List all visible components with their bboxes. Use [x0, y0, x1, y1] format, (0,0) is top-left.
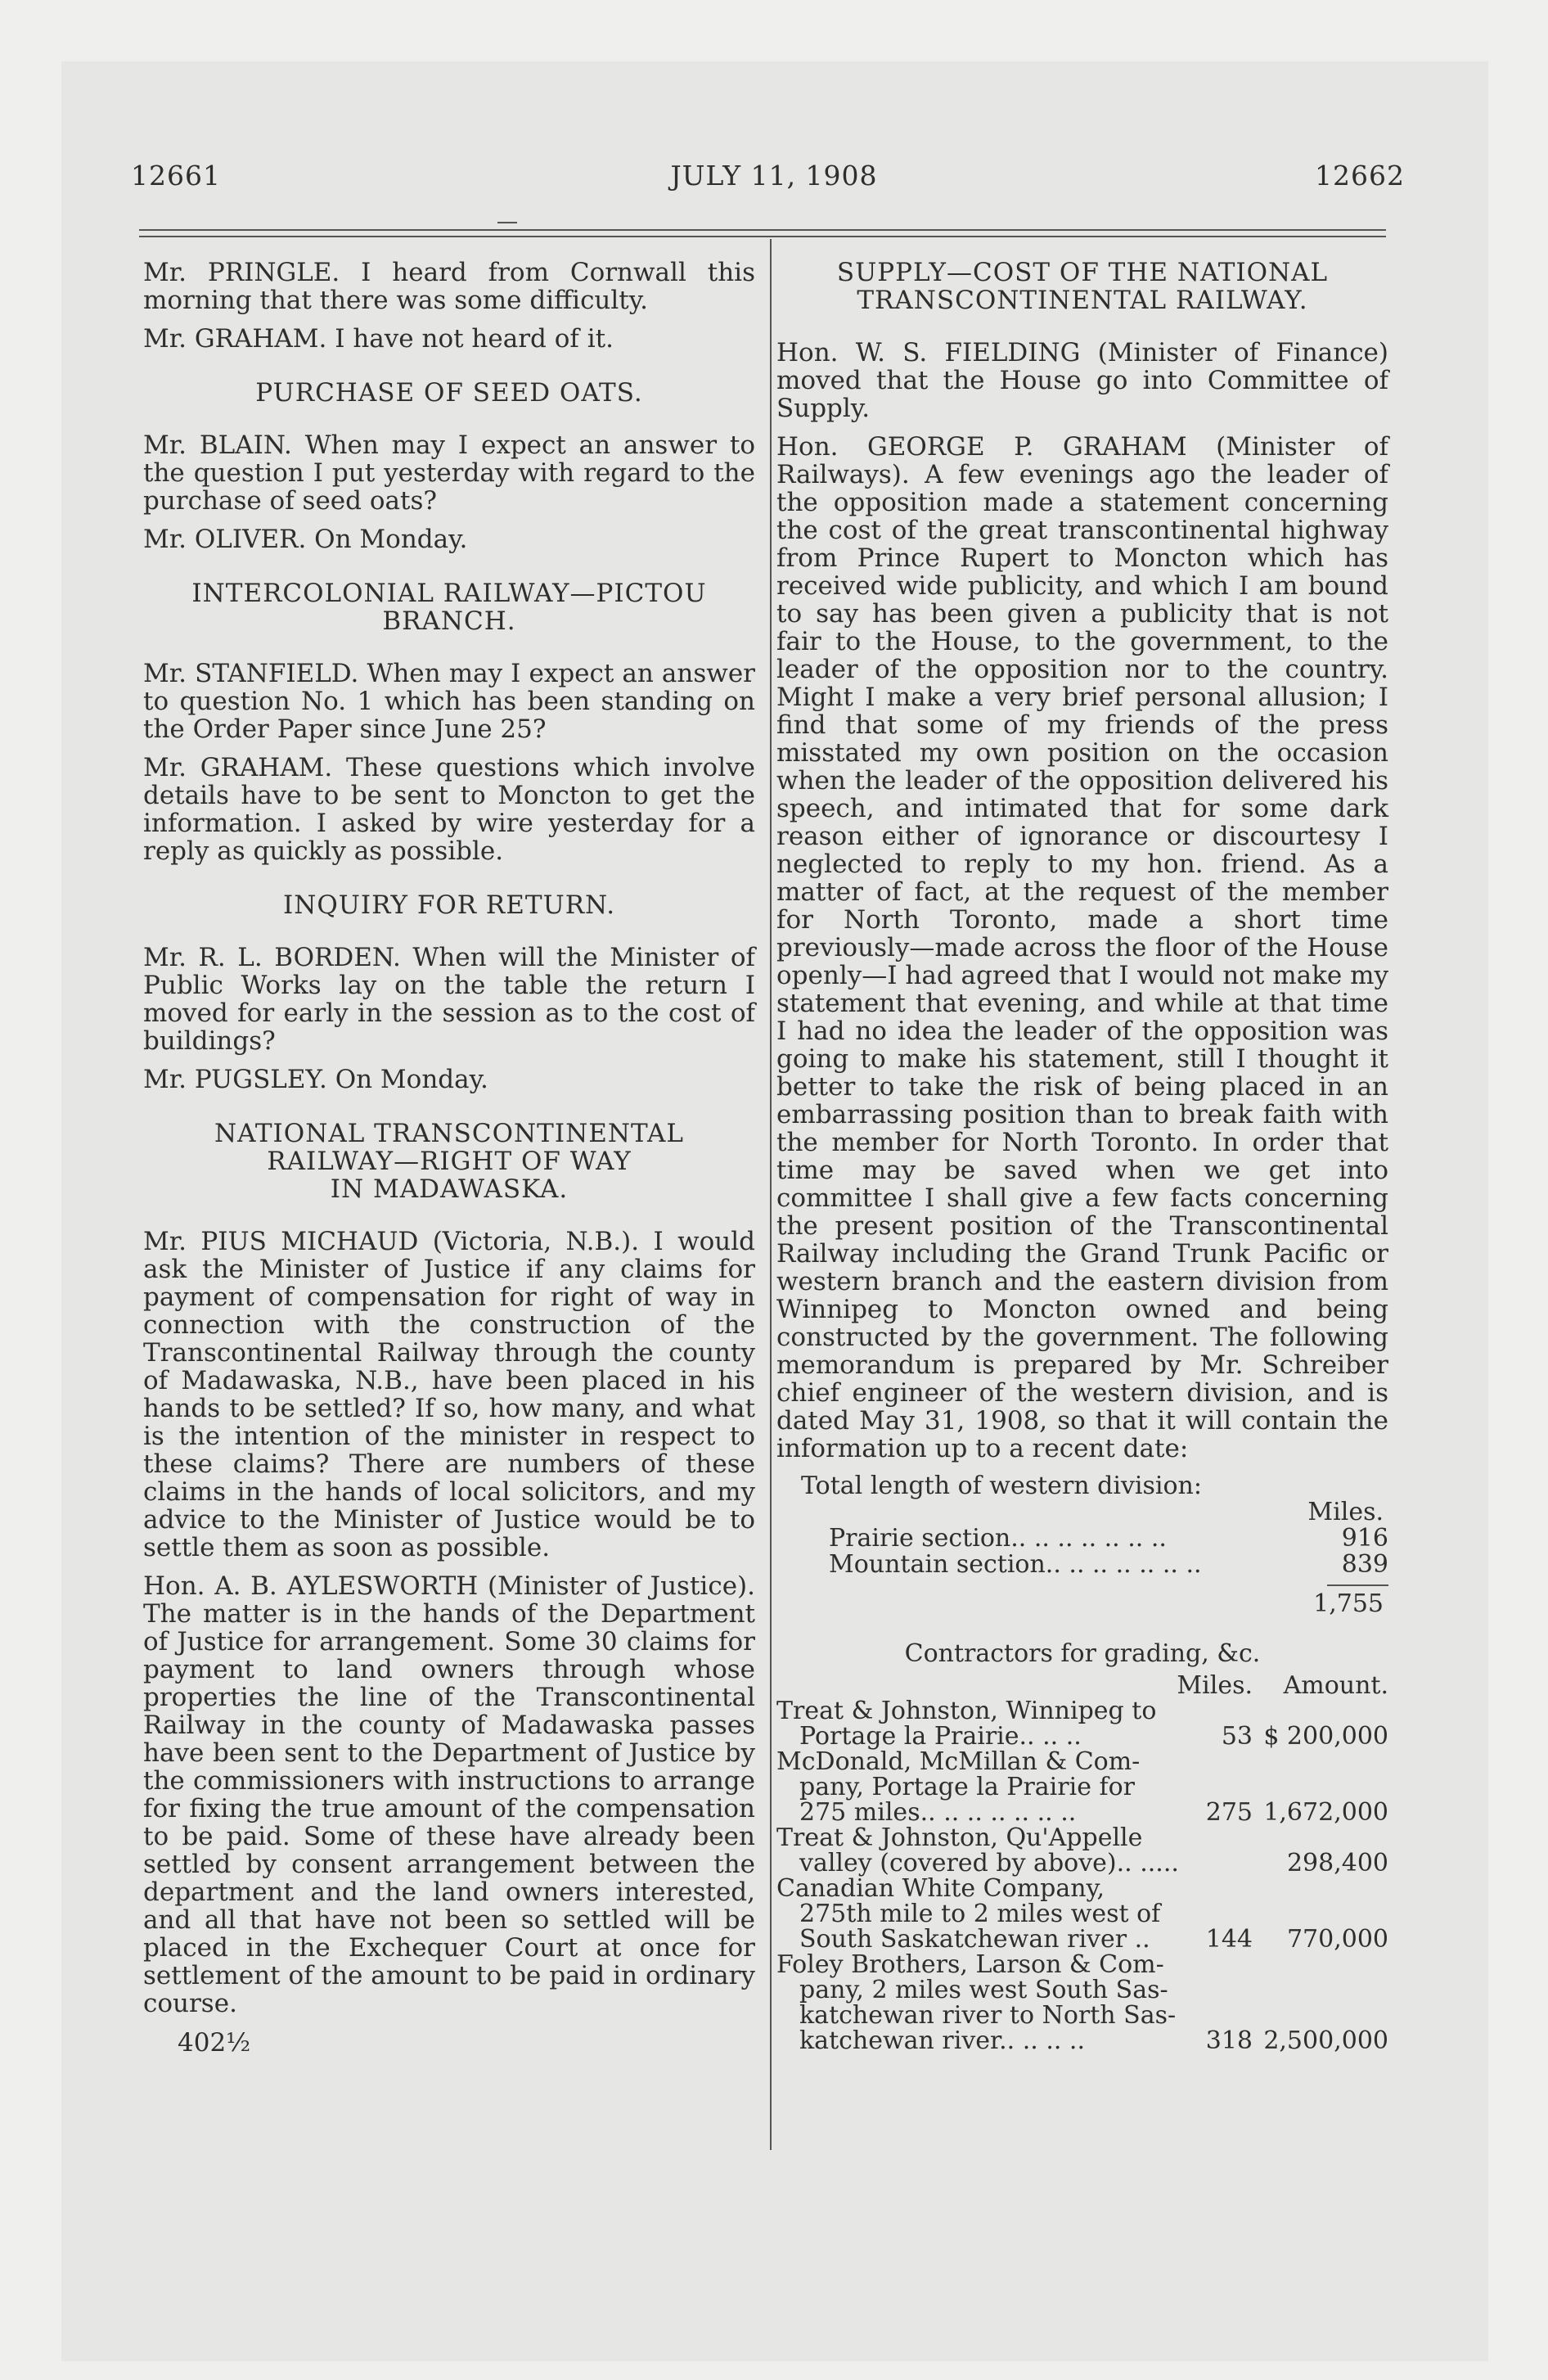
paragraph-aylesworth: Hon. A. B. AYLESWORTH (Minister of Justice). The matter is in the hands of the Department of Justice for arrangement. Some 30 claims for payment to land owners through whose properties the line of the Transcontinental Railway in the county of Madawaska passes have been sent to the Department of Justice by the commissioners with instructions to arrange for fixing the true amount of the compensation to be paid. Some of these have already been settled by consent arrangement between the department and the land owners interested, and all that have not been so settled will be placed in the Exchequer Court at once for settlement of the amount to be paid in ordinary course.	[143, 1571, 755, 2018]
western-division-length-table	[776, 1473, 1388, 1617]
table-unit-header: Miles.	[1307, 1498, 1384, 1526]
row-amount: 770,000	[1286, 1925, 1388, 1954]
row-amount: 298,400	[1286, 1849, 1388, 1877]
column-divider	[770, 239, 772, 2150]
heading-madawaska-line1: NATIONAL TRANSCONTINENTAL	[214, 1119, 684, 1148]
row-miles: 53	[1221, 1722, 1253, 1751]
row-value: 839	[1341, 1550, 1388, 1579]
row-line: 275th mile to 2 miles west of	[799, 1900, 1161, 1928]
paragraph-fielding: Hon. W. S. FIELDING (Minister of Finance) moved that the House go into Committee of Supply.	[776, 338, 1388, 423]
row-amount: 2,500,000	[1263, 2026, 1388, 2055]
row-miles: 318	[1205, 2026, 1253, 2055]
row-line: pany, Portage la Prairie for	[799, 1773, 1136, 1801]
heading-madawaska	[143, 1120, 755, 1203]
row-line: katchewan river to North Sas-	[799, 2001, 1177, 2030]
table-header	[776, 1673, 1388, 1698]
heading-inquiry: INQUIRY FOR RETURN.	[282, 890, 616, 920]
contractors-title: Contractors for grading, &c.	[904, 1639, 1261, 1668]
paragraph-oliver: Mr. OLIVER. On Monday.	[143, 525, 468, 554]
paragraph-graham-2: Mr. GRAHAM. These questions which involve details have to be sent to Moncton to get the information. I asked by wire yesterday for a reply as quickly as possible.	[143, 753, 755, 866]
row-line: 275 miles.. .. .. .. .. .. ..	[799, 1798, 1077, 1827]
row-line: valley (covered by above).. .....	[799, 1849, 1179, 1877]
right-column	[776, 259, 1388, 2053]
table-row	[776, 1526, 1388, 1552]
heading-supply-line2: TRANSCONTINENTAL RAILWAY.	[857, 286, 1308, 315]
paragraph-stanfield: Mr. STANFIELD. When may I expect an answer to question No. 1 which has been standing on the Order Paper since June 25?	[143, 659, 755, 744]
signature-mark: 402½	[178, 2028, 251, 2058]
paragraph-pringle: Mr. PRINGLE. I heard from Cornwall this morning that there was some difficulty.	[143, 258, 755, 315]
row-label: Prairie section.. .. .. .. .. .. ..	[829, 1524, 1167, 1553]
table-title: Total length of western division:	[801, 1472, 1202, 1500]
paragraph-graham-statement: Hon. GEORGE P. GRAHAM (Minister of Railways). A few evenings ago the leader of the opposition made a statement concerning the cost of the great transcontinental highway from Prince Rupert to Moncton which has received wide publicity, and which I am bound to say has been given a publicity that is not fair to the House, to the government, to the leader of the opposition nor to the country. Might I make a very brief personal allusion; I find that some of my friends of the press misstated my own position on the occasion when the leader of the opposition delivered his speech, and intimated that for some dark reason either of ignorance or discourtesy I neglected to reply to my hon. friend. As a matter of fact, at the request of the member for North Toronto, made a short time previously—made across the floor of the House openly—I had agreed that I would not make my statement that evening, and while at that time I had no idea the leader of the opposition was going to make his statement, still I thought it better to take the risk of being placed in an embarrassing position than to break faith with the member for North Toronto. In order that time may be saved when we get into committee I shall give a few facts concerning the present position of the Transcontinental Railway including the Grand Trunk Pacific or western branch and the eastern division from Winnipeg to Moncton owned and being constructed by the government. The following memorandum is prepared by Mr. Schreiber chief engineer of the western division, and is dated May 31, 1908, so that it will contain the information up to a recent date:	[776, 432, 1388, 1463]
row-amount: 1,672,000	[1263, 1798, 1388, 1827]
table-row	[776, 1698, 1388, 1749]
contractors-table	[776, 1673, 1388, 2053]
heading-madawaska-line3: IN MADAWASKA.	[330, 1174, 569, 1204]
table-row	[776, 1552, 1388, 1578]
table-total: 1,755	[1313, 1589, 1384, 1618]
left-column	[143, 259, 755, 2057]
row-label: Mountain section.. .. .. .. .. .. ..	[829, 1550, 1202, 1579]
col-header-amount: Amount.	[1283, 1671, 1388, 1700]
row-value: 916	[1341, 1524, 1388, 1553]
paragraph-pugsley: Mr. PUGSLEY. On Monday.	[143, 1065, 488, 1094]
header-dash	[497, 222, 517, 223]
table-row	[776, 1825, 1388, 1876]
heading-supply	[776, 259, 1388, 314]
row-line: Portage la Prairie.. .. ..	[799, 1722, 1082, 1751]
paragraph-graham-1: Mr. GRAHAM. I have not heard of it.	[143, 324, 614, 354]
heading-seed-oats: PURCHASE OF SEED OATS.	[255, 378, 643, 408]
row-line: pany, 2 miles west South Sas-	[799, 1976, 1168, 2004]
paragraph-blain: Mr. BLAIN. When may I expect an answer to the question I put yesterday with regard to the purchase of seed oats?	[143, 430, 755, 516]
table-row	[776, 1952, 1388, 2053]
total-rule	[1327, 1584, 1388, 1586]
row-line: Foley Brothers, Larson & Com-	[776, 1950, 1164, 1979]
heading-intercolonial-line2: BRANCH.	[382, 606, 516, 636]
heading-intercolonial	[143, 579, 755, 635]
page-number-right: 12662	[1315, 160, 1405, 192]
col-header-miles: Miles.	[1177, 1671, 1253, 1700]
page-date-title: JULY 11, 1908	[670, 160, 878, 192]
row-line: McDonald, McMillan & Com-	[776, 1747, 1141, 1776]
row-amount: $ 200,000	[1263, 1722, 1388, 1751]
table-row	[776, 1749, 1388, 1825]
page-number-left: 12661	[131, 160, 221, 192]
heading-madawaska-line2: RAILWAY—RIGHT OF WAY	[267, 1147, 632, 1176]
heading-supply-line1: SUPPLY—COST OF THE NATIONAL	[836, 258, 1329, 287]
row-miles: 144	[1205, 1925, 1253, 1954]
row-line: Treat & Johnston, Qu'Appelle	[776, 1823, 1143, 1852]
header-rule-bottom	[139, 236, 1386, 237]
row-line: South Saskatchewan river ..	[799, 1925, 1150, 1954]
paragraph-borden: Mr. R. L. BORDEN. When will the Minister of Public Works lay on the table the return I moved for early in the session as to the cost of buildings?	[143, 943, 755, 1056]
paragraph-michaud: Mr. PIUS MICHAUD (Victoria, N.B.). I would ask the Minister of Justice if any claims for payment of compensation for right of way in connection with the construction of the Transcontinental Railway through the county of Madawaska, N.B., have been placed in his hands to be settled? If so, how many, and what is the intention of the minister in respect to these claims? There are numbers of these claims in the hands of local solicitors, and my advice to the Minister of Justice would be to settle them as soon as possible.	[143, 1227, 755, 1562]
row-line: Treat & Johnston, Winnipeg to	[776, 1697, 1157, 1725]
row-miles: 275	[1205, 1798, 1253, 1827]
heading-intercolonial-line1: INTERCOLONIAL RAILWAY—PICTOU	[191, 579, 707, 608]
row-line: katchewan river.. .. .. ..	[799, 2026, 1085, 2055]
row-line: Canadian White Company,	[776, 1874, 1105, 1903]
header-rule-top	[139, 229, 1386, 231]
table-row	[776, 1876, 1388, 1952]
